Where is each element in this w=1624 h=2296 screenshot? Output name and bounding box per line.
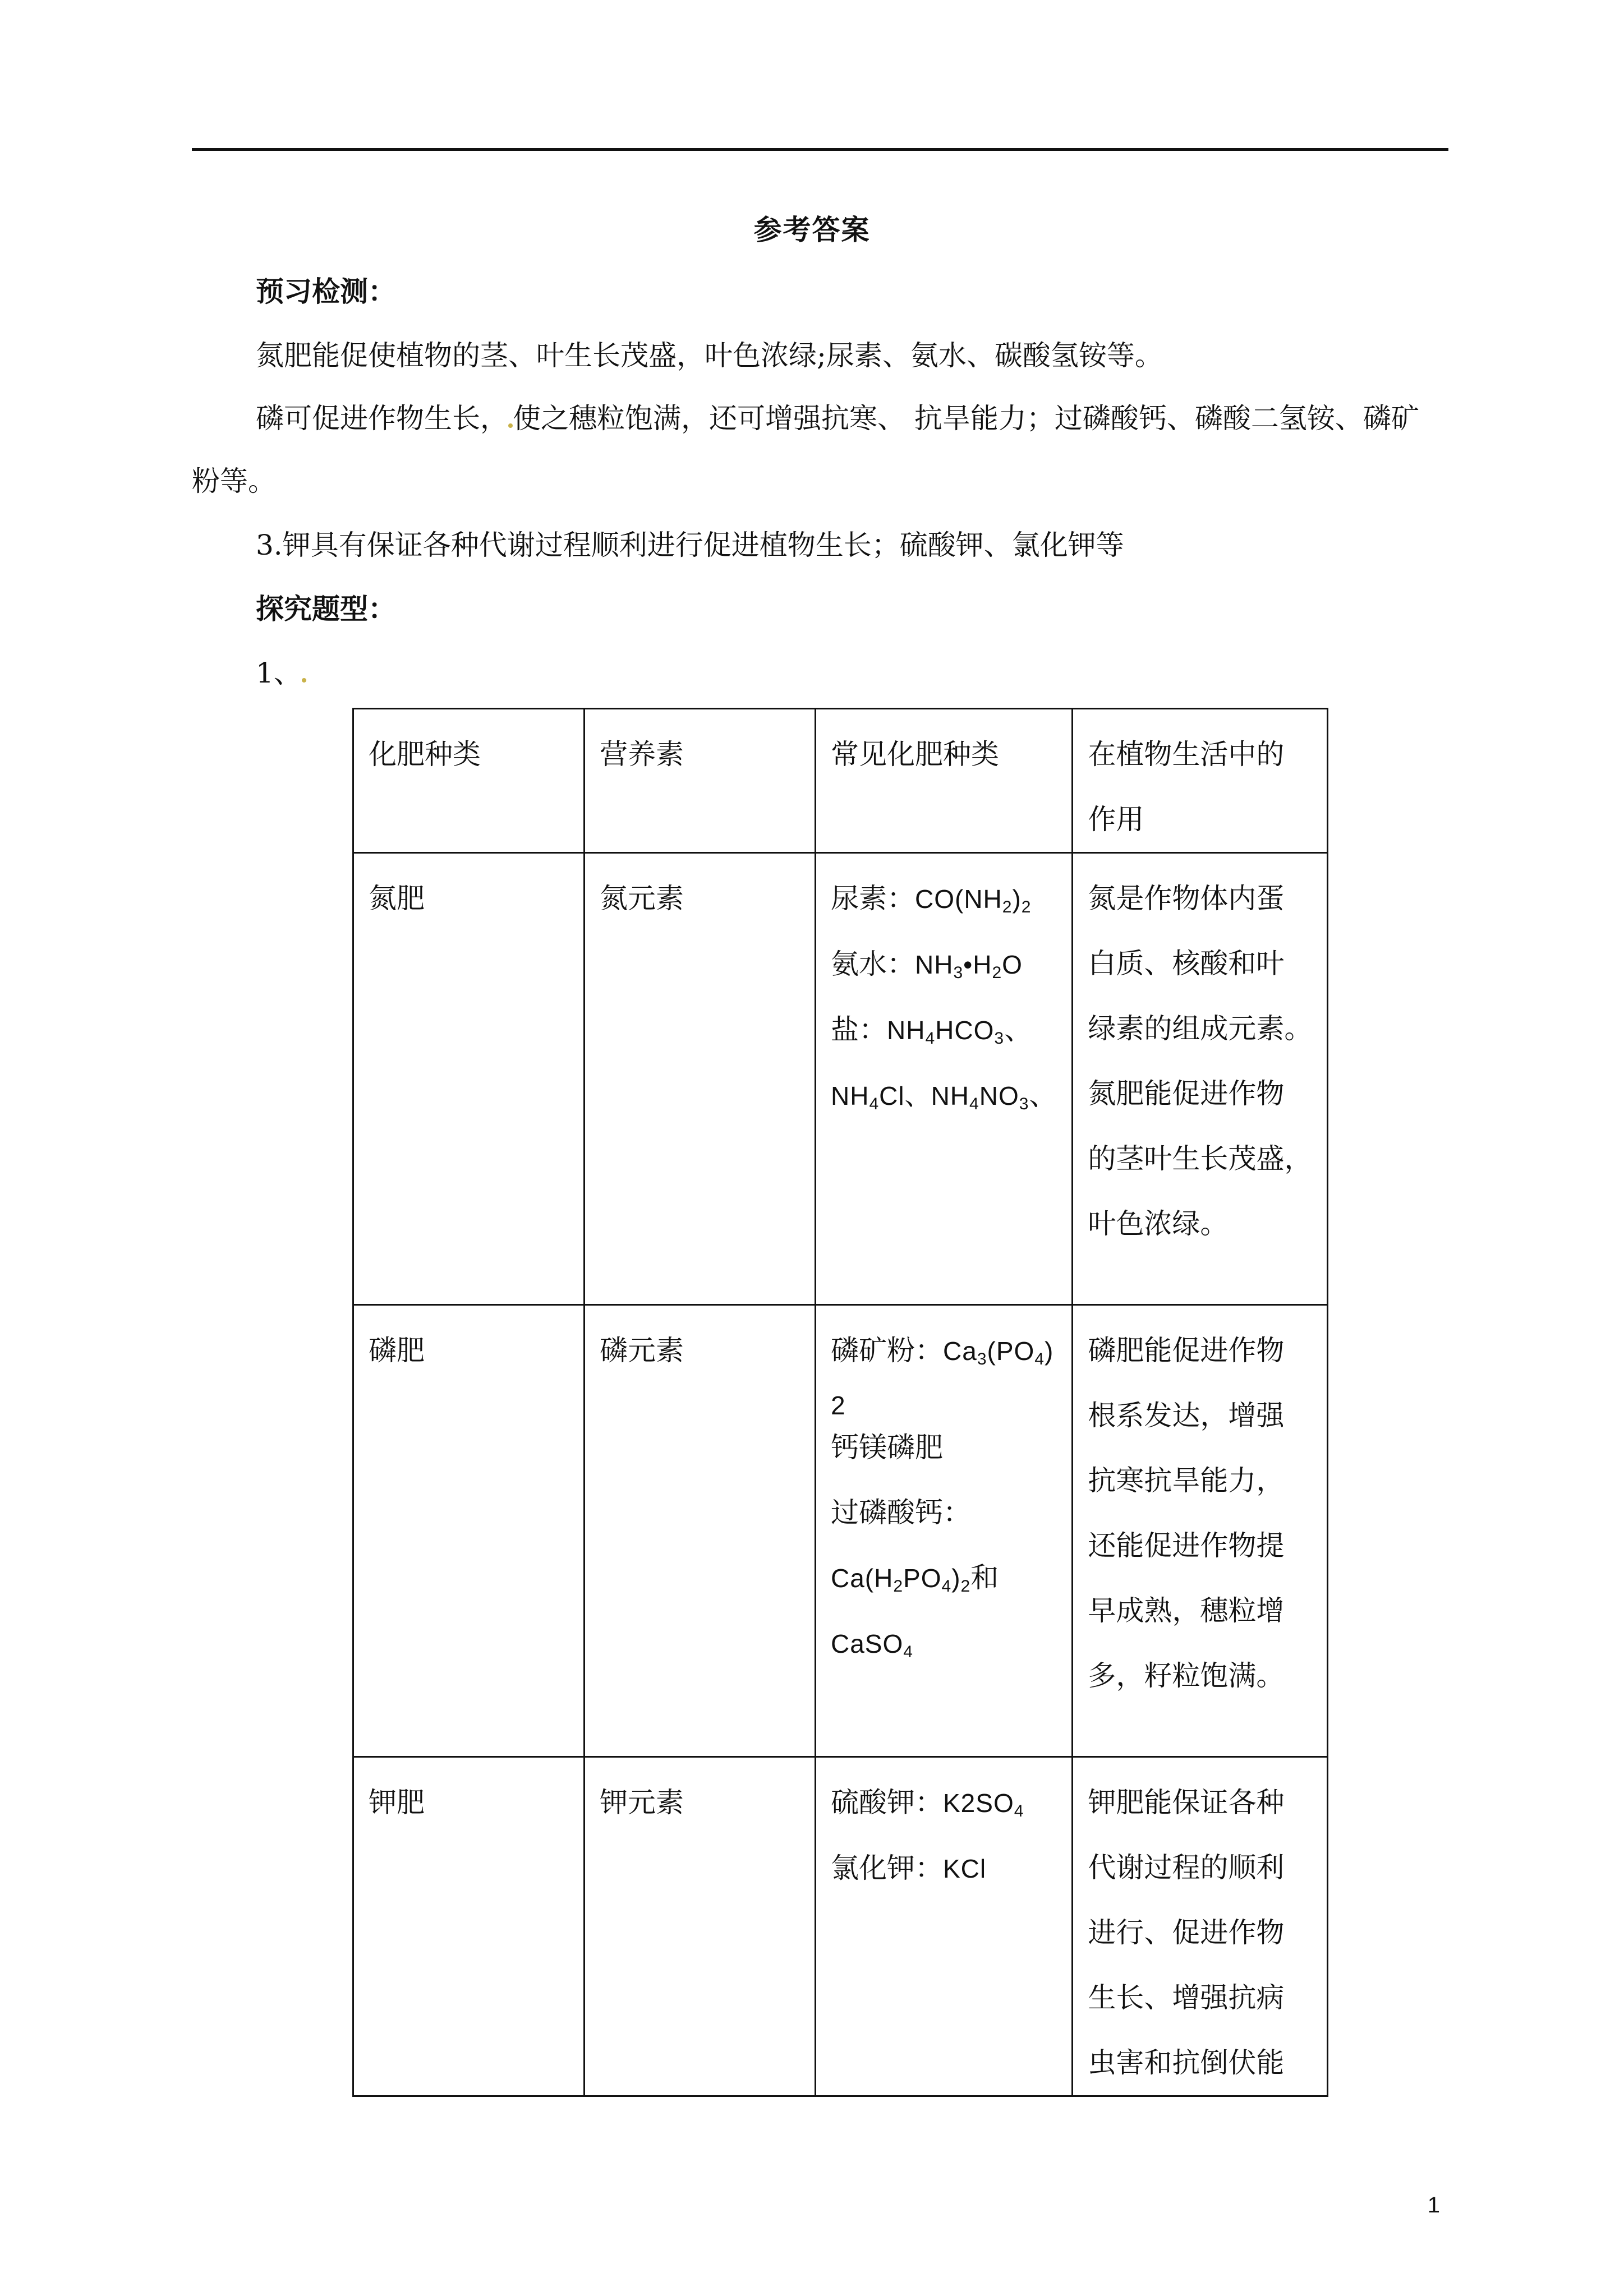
type-cell: 氮肥 <box>353 853 585 1305</box>
table-row <box>353 1757 1328 2096</box>
paragraph-2-part-b: 使之穗粒饱满，还可增强抗寒、 抗旱能力；过磷酸钙、磷酸二氢铵、磷矿 <box>513 402 1419 435</box>
role-cell: 氮是作物体内蛋 白质、核酸和叶 绿素的组成元素。 氮肥能促进作物 的茎叶生长茂盛， 叶色浓绿。 <box>1073 853 1328 1305</box>
header-cell: 在植物生活中的 作用 <box>1073 709 1328 853</box>
nutrient-cell: 氮元素 <box>585 853 816 1305</box>
nutrient-cell: 钾元素 <box>585 1757 816 2096</box>
table-header-row <box>353 709 1328 853</box>
page-number: 1 <box>1427 2193 1440 2217</box>
nutrient-cell: 磷元素 <box>585 1305 816 1757</box>
fertilizer-table <box>352 708 1328 2097</box>
type-cell: 钾肥 <box>353 1757 585 2096</box>
common-fertilizer-cell: 尿素：$CO(NH_2)_2$ 氨水：$NH_3•H_2O$ 盐：$NH_4HCO_3$、 $NH_4Cl$、$NH_4NO_3$、 <box>816 853 1073 1305</box>
paragraph-2-part-a: 磷可促进作物生长， <box>256 402 508 435</box>
type-cell: 磷肥 <box>353 1305 585 1757</box>
page-title: 参考答案 <box>753 213 871 246</box>
role-cell: 钾肥能保证各种 代谢过程的顺利 进行、促进作物 生长、增强抗病 虫害和抗倒伏能 <box>1073 1757 1328 2096</box>
answer-paragraph-3: 3.钾具有保证各种代谢过程顺利进行促进植物生长；硫酸钾、氯化钾等 <box>256 529 1124 561</box>
header-rule <box>192 148 1448 151</box>
section-heading-preview: 预习检测： <box>256 275 396 308</box>
table-row <box>353 1305 1328 1757</box>
role-cell: 磷肥能促进作物 根系发达，增强 抗寒抗旱能力， 还能促进作物提 早成熟，穗粒增 多，籽粒饱满。 <box>1073 1305 1328 1757</box>
stray-mark-icon <box>302 678 306 683</box>
item-1-label: 1、 <box>256 657 302 689</box>
table-row <box>353 853 1328 1305</box>
section-heading-explore: 探究题型： <box>256 592 396 625</box>
common-fertilizer-cell: 磷矿粉：$Ca_3(PO_4)$ $_2$ 钙镁磷肥 过磷酸钙： $Ca(H_2PO_4)_2$和 CaSO$_4$ <box>816 1305 1073 1757</box>
answer-paragraph-1: 氮肥能促使植物的茎、叶生长茂盛，叶色浓绿;尿素、氨水、碳酸氢铵等。 <box>256 339 1163 372</box>
header-cell: 营养素 <box>585 709 816 853</box>
header-cell: 化肥种类 <box>353 709 585 853</box>
answer-paragraph-2-line-1 <box>256 402 1419 435</box>
header-cell: 常见化肥种类 <box>816 709 1073 853</box>
answer-paragraph-2-line-2: 粉等。 <box>192 465 276 497</box>
common-fertilizer-cell: 硫酸钾：$K2SO_4$ 氯化钾：KCl <box>816 1757 1073 2096</box>
item-number-1 <box>256 656 306 690</box>
stray-mark-icon <box>508 423 513 428</box>
